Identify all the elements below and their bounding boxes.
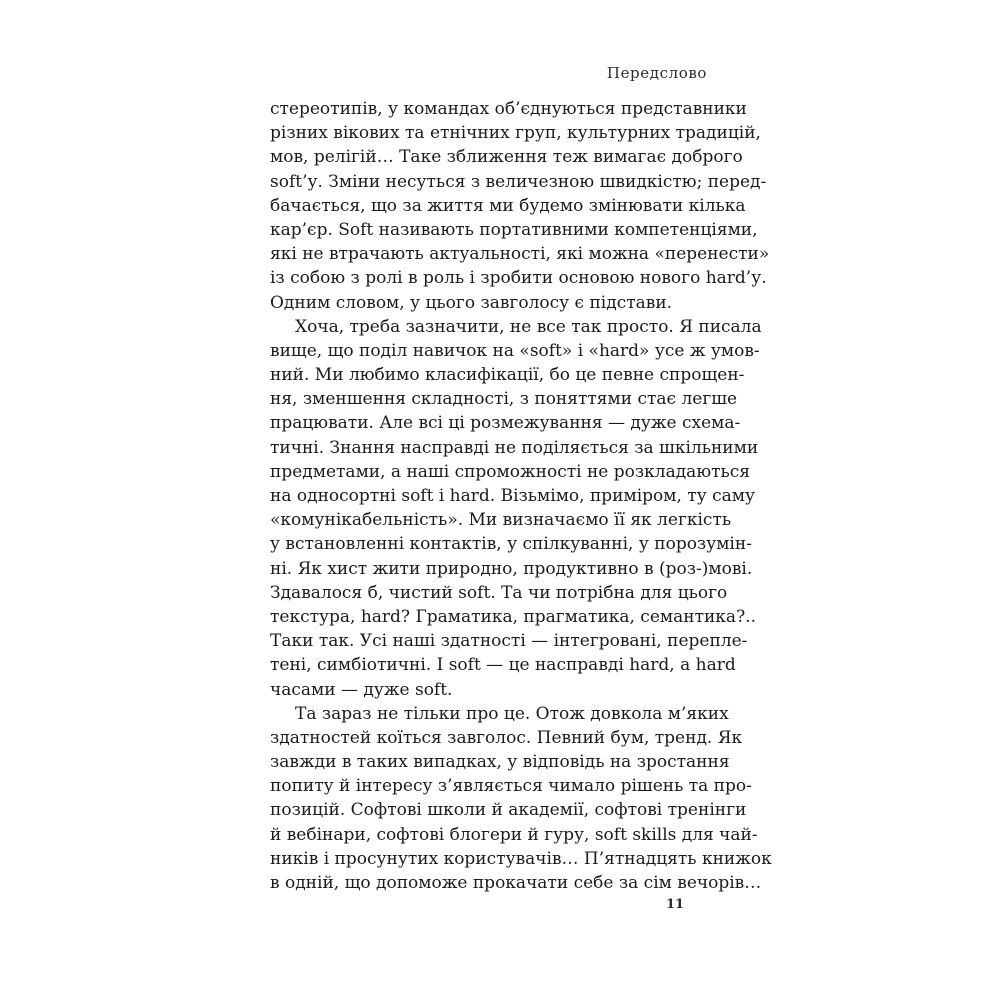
text-line: із собою з ролі в роль і зробити основою нового hard’у. [270,268,767,289]
text-line: предметами, а наші спроможності не розкладаються [270,461,751,482]
text-line: ня, зменшення складності, з поняттями стає легше [270,389,738,410]
text-line: ні. Як хист жити природно, продуктивно в (роз-)мові. [270,558,753,579]
text-line: тені, симбіотичні. І soft — це насправді hard, а hard [270,655,736,676]
text-line: Здавалося б, чистий soft. Та чи потрібна для цього [270,582,728,603]
text-line: вище, що поділ навичок на «soft» і «hard» усе ж умов- [270,340,760,361]
text-line: кар’єр. Soft називають портативними компетенціями, [270,219,758,240]
paragraph-3 [270,702,772,896]
text-line: на односортні soft і hard. Візьмімо, приміром, ту саму [270,486,756,506]
text-line: різних вікових та етнічних груп, культурних традицій, [270,123,761,144]
text-line: в одній, що допоможе прокачати себе за сім вечорів… [270,873,762,893]
text-line: стереотипів, у командах об’єднуються представники [270,99,747,119]
text-line: часами — дуже soft. [270,679,453,700]
page-number: 11 [666,897,685,912]
text-line: soft’у. Зміни несуться з величезною швидкістю; перед- [270,171,767,192]
text-line: ний. Ми любимо класифікації, бо це певне спрощен- [270,365,745,386]
text-line: текстура, hard? Граматика, прагматика, семантика?.. [270,606,756,627]
text-line: «комунікабельність». Ми визначаємо її як легкість [270,510,732,531]
text-line: попиту й інтересу з’являється чимало рішень та про- [270,776,752,797]
text-line: тичні. Знання насправді не поділяється за шкільними [270,437,759,458]
text-line: працювати. Але всі ці розмежування — дуже схема- [270,413,741,434]
text-line: Та зараз не тільки про це. Отож довкола м’яких [295,703,729,724]
text-line: здатностей коїться завголос. Певний бум, тренд. Як [270,727,743,748]
running-head: Передслово [606,64,707,82]
text-line: позицій. Софтові школи й академії, софтові тренінги [270,800,747,821]
text-line: у встановленні контактів, у спілкуванні, у порозумін- [270,534,752,555]
body-text [270,97,772,895]
text-line: Хоча, треба зазначити, не все так просто. Я писала [295,316,762,337]
text-line: й вебінари, софтові блогери й гуру, soft skills для чай- [270,824,758,845]
text-line: завжди в таких випадках, у відповідь на зростання [270,752,730,773]
text-line: бачається, що за життя ми будемо змінювати кілька [270,195,746,216]
text-line: Одним словом, у цього завголосу є підстави. [270,292,673,313]
text-line: Таки так. Усі наші здатності — інтегровані, перепле- [270,631,748,652]
paragraph-2 [270,315,762,702]
text-line: ників і просунутих користувачів… П’ятнадцять книжок [270,848,772,869]
text-line: мов, релігій… Таке зближення теж вимагає доброго [270,147,743,168]
text-line: які не втрачають актуальності, які можна «перенести» [270,244,770,265]
paragraph-1 [270,97,770,315]
